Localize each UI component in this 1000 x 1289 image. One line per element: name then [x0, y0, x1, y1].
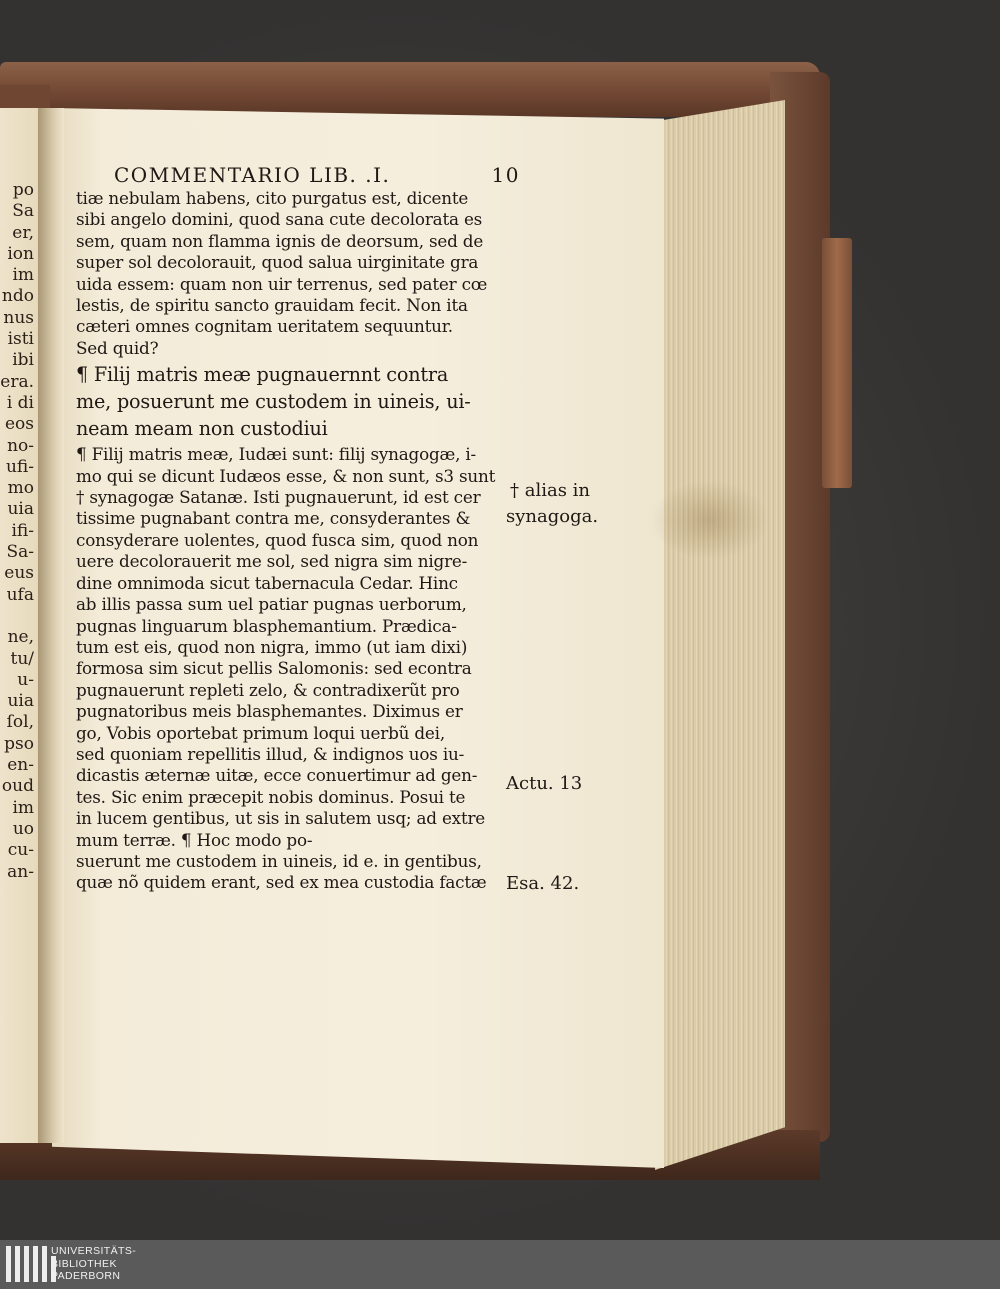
margin-note-synagoga: synagoga.: [506, 506, 599, 527]
text-line: uere decolorauerit me sol, sed nigra sim nigre-: [76, 551, 468, 572]
text-line: pugnauerunt repleti zelo, & contradixerũt pro: [76, 679, 460, 700]
margin-note-esa: Esa. 42.: [506, 873, 580, 894]
left-page-fragment: oud: [1, 776, 34, 797]
header-title: COMMENTARIO LIB. .I.: [114, 163, 391, 187]
left-page-fragment: en-: [7, 755, 34, 776]
left-page-fragment: tu/: [10, 648, 34, 669]
left-page-fragment: ibi: [12, 350, 34, 371]
left-page-fragment: ion: [7, 243, 34, 264]
left-page-fragment: era.: [0, 371, 34, 392]
left-page-fragment: uia: [7, 691, 34, 712]
left-page-fragment: er,: [12, 222, 34, 243]
bookmark-ribbon: [822, 238, 852, 488]
left-page-fragment: ufi-: [5, 456, 34, 477]
text-line: dine omnimoda sicut tabernacula Cedar. Hinc: [76, 572, 458, 593]
left-page-fragment: no-: [7, 435, 34, 456]
left-page-fragment: uo: [12, 818, 34, 839]
text-line: ab illis passa sum uel patiar pugnas uerborum,: [76, 594, 467, 615]
text-line: uida essem: quam non uir terrenus, sed pater cœ: [76, 273, 488, 294]
text-line: tum est eis, quod non nigra, immo (ut iam dixi): [76, 636, 468, 657]
text-line: super sol decolorauit, quod salua uirginitate gra: [76, 252, 479, 273]
text-line: mo qui se dicunt Iudæos esse, & non sunt, s3 sunt: [76, 465, 496, 486]
left-page-fragment: u-: [17, 669, 34, 690]
text-line: mum terræ. ¶ Hoc modo po-: [76, 829, 313, 850]
text-line: tiæ nebulam habens, cito purgatus est, dicente: [76, 188, 469, 208]
left-page-fragment: pso: [4, 733, 34, 754]
left-page-fragment: im: [12, 797, 34, 818]
text-line: Sed quid?: [76, 337, 159, 358]
main-text-block: [76, 162, 520, 894]
text-line: tissime pugnabant contra me, consyderantes &: [76, 508, 471, 529]
text-line: formosa sim sicut pellis Salomonis: sed econtra: [76, 658, 472, 679]
left-page-fragment: i di: [6, 392, 34, 413]
text-line: quæ nõ quidem erant, sed ex mea custodia factæ: [76, 872, 487, 893]
left-page-fragment: ndo: [1, 286, 34, 307]
text-line: sibi angelo domini, quod sana cute decolorata es: [76, 209, 483, 230]
left-page-fragment: Sa: [12, 201, 34, 222]
folio-number: 10: [491, 163, 520, 187]
left-page-fragment: an-: [7, 861, 34, 882]
text-line: pugnatoribus meis blasphemantes. Diximus er: [76, 701, 463, 722]
book-cover-top: [0, 62, 820, 117]
left-page-fragment: ufa: [6, 584, 34, 605]
left-page-fragment: eus: [4, 563, 34, 584]
text-line: sem, quam non flamma ignis de deorsum, sed de: [76, 230, 484, 251]
page-stain: [650, 480, 770, 560]
left-page-fragment: isti: [7, 329, 34, 350]
left-page-fragment: ſol,: [6, 712, 34, 733]
text-line: ¶ Filij matris meæ, Iudæi sunt: filij synagogæ, i-: [76, 444, 477, 465]
left-page-fragment: ne,: [7, 627, 34, 648]
running-header: [114, 162, 534, 188]
text-line: lestis, de spiritu sancto grauidam fecit. Non ita: [76, 295, 468, 316]
text-line: neam meam non custodiui: [76, 417, 328, 441]
margin-note-alias: † alias in: [510, 480, 591, 501]
text-line: in lucem gentibus, ut sis in salutem usq; ad extre: [76, 808, 486, 829]
text-line: sed quoniam repellitis illud, & indignos uos iu-: [76, 743, 465, 764]
margin-note-actu: Actu. 13: [506, 773, 583, 794]
left-page-fragment: ifi-: [11, 520, 34, 541]
left-page-fragment: cu-: [7, 840, 34, 861]
book-gutter: [38, 108, 64, 1143]
commentary-paragraph: [76, 444, 506, 894]
text-line: pugnas linguarum blasphemantium. Prædica-: [76, 615, 457, 636]
text-line: ¶ Filij matris meæ pugnauernnt contra: [76, 363, 449, 387]
logo-line-3: PADERBORN: [51, 1270, 121, 1282]
text-line: go, Vobis oportebat primum loqui uerbũ dei,: [76, 722, 445, 743]
text-line: me, posuerunt me custodem in uineis, ui-: [76, 390, 471, 414]
scripture-verse: [76, 361, 506, 442]
left-page-fragment: Sa-: [6, 542, 34, 563]
intro-paragraph: [76, 188, 506, 359]
left-page-fragment: im: [12, 265, 34, 286]
library-logo-text: [51, 1245, 136, 1283]
left-page-text-fragments: [0, 180, 34, 883]
left-page-fragment: eos: [4, 414, 34, 435]
text-line: cæteri omnes cognitam ueritatem sequuntur.: [76, 316, 453, 337]
text-line: tes. Sic enim præcepit nobis dominus. Posui te: [76, 786, 466, 807]
left-page-fragment: mo: [7, 478, 34, 499]
text-line: consyderare uolentes, quod fusca sim, quod non: [76, 529, 479, 550]
logo-line-1: UNIVERSITÄTS-: [51, 1245, 137, 1257]
text-line: suerunt me custodem in uineis, id e. in gentibus,: [76, 850, 482, 871]
left-page-fragment: po: [12, 180, 34, 200]
library-logo-icon: [6, 1246, 56, 1282]
library-footer: [0, 1240, 1000, 1289]
text-line: dicastis æternæ uitæ, ecce conuertimur ad gen-: [76, 765, 478, 786]
left-page-fragment: nus: [3, 307, 34, 328]
left-page-fragment: [0, 606, 34, 627]
text-line: † synagogæ Satanæ. Isti pugnauerunt, id est cer: [76, 487, 481, 508]
page-edges: [655, 100, 785, 1170]
logo-line-2: BIBLIOTHEK: [51, 1257, 117, 1270]
left-page-fragment: uia: [7, 499, 34, 520]
